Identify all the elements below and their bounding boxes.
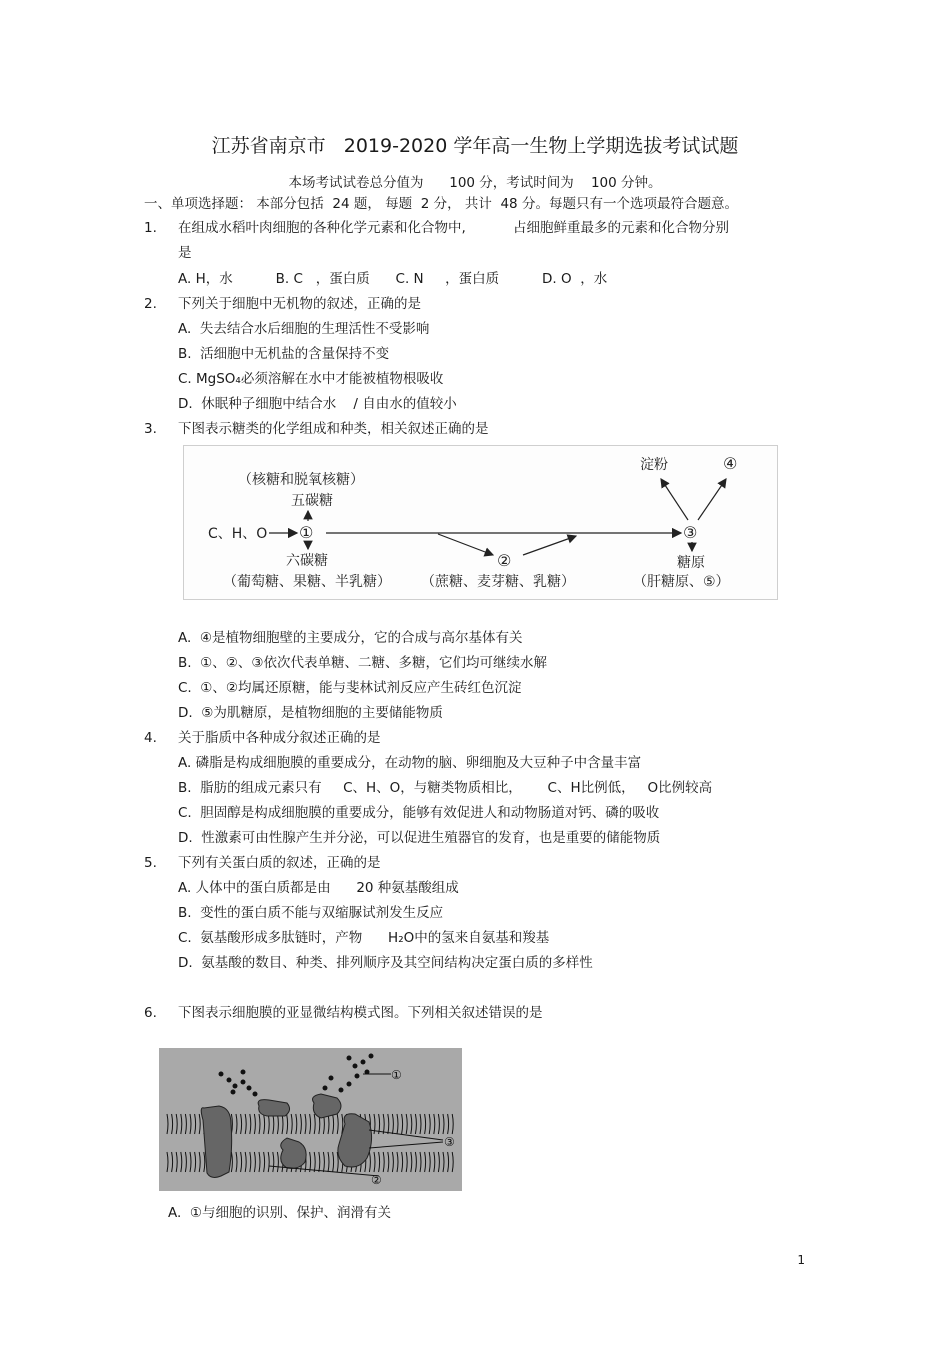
q4-number: 4. [144,730,157,746]
q4-option-d: D. 性激素可由性腺产生并分泌，可以促进生殖器官的发育，也是重要的储能物质 [178,830,661,846]
diagram-node-4: ④ [723,454,738,473]
diagram-glycogen: 糖原 [677,555,705,571]
membrane-label-3: ③ [444,1135,455,1149]
q6-stem: 下图表示细胞膜的亚显微结构模式图。下列相关叙述错误的是 [178,1005,543,1021]
q4-stem: 关于脂质中各种成分叙述正确的是 [178,730,381,746]
q3-stem: 下图表示糖类的化学组成和种类，相关叙述正确的是 [178,421,489,437]
page-number: 1 [797,1253,805,1267]
diagram-starch: 淀粉 [640,457,668,473]
q6-number: 6. [144,1005,157,1021]
diagram-node-1: ① [299,523,314,542]
diagram-glycogen-sub: （肝糖原、⑤） [633,574,730,590]
q4-option-c: C. 胆固醇是构成细胞膜的重要成分，能够有效促进人和动物肠道对钙、磷的吸收 [178,805,660,821]
q2-option-d: D. 休眠种子细胞中结合水 / 自由水的值较小 [178,396,457,412]
membrane-label-2: ② [371,1173,382,1187]
membrane-label-1: ① [391,1068,402,1082]
q1-stem: 在组成水稻叶肉细胞的各种化学元素和化合物中, 占细胞鲜重最多的元素和化合物分别 [178,220,729,236]
page-title: 江苏省南京市 2019-2020 学年高一生物上学期选拔考试试题 [211,135,739,157]
diagram-hexose: 六碳糖 [286,553,328,569]
q5-number: 5. [144,855,157,871]
diagram-hexose-sub: （葡萄糖、果糖、半乳糖） [223,574,391,590]
diagram-pentose-sub: （核糖和脱氧核糖） [238,472,364,488]
carbohydrate-diagram [183,445,778,600]
q2-option-b: B. 活细胞中无机盐的含量保持不变 [178,346,390,362]
q2-option-a: A. 失去结合水后细胞的生理活性不受影响 [178,321,430,337]
q5-option-d: D. 氨基酸的数目、种类、排列顺序及其空间结构决定蛋白质的多样性 [178,955,593,971]
diagram-disaccharide-sub: （蔗糖、麦芽糖、乳糖） [421,574,575,590]
q5-option-b: B. 变性的蛋白质不能与双缩脲试剂发生反应 [178,905,444,921]
q1-number: 1. [144,220,157,236]
q1-options: A. H，水 B. C ，蛋白质 C. N ，蛋白质 D. O ，水 [178,271,608,287]
q2-number: 2. [144,296,157,312]
q5-option-c: C. 氨基酸形成多肽链时，产物 H₂O中的氢来自氨基和羧基 [178,930,550,946]
diagram-pentose: 五碳糖 [291,493,333,509]
q3-option-d: D. ⑤为肌糖原，是植物细胞的主要储能物质 [178,705,443,721]
diagram-node-2: ② [497,551,512,570]
q4-option-a: A. 磷脂是构成细胞膜的重要成分，在动物的脑、卵细胞及大豆种子中含量丰富 [178,755,642,771]
q3-option-b: B. ①、②、③依次代表单糖、二糖、多糖，它们均可继续水解 [178,655,547,671]
q2-option-c: C. MgSO₄必须溶解在水中才能被植物根吸收 [178,371,444,387]
exam-info: 本场考试试卷总分值为 100 分，考试时间为 100 分钟。 [288,175,662,191]
q6-option-a: A. ①与细胞的识别、保护、润滑有关 [168,1205,391,1221]
q5-option-a: A. 人体中的蛋白质都是由 20 种氨基酸组成 [178,880,459,896]
q5-stem: 下列有关蛋白质的叙述，正确的是 [178,855,381,871]
q2-stem: 下列关于细胞中无机物的叙述，正确的是 [178,296,421,312]
section-heading: 一、单项选择题： 本部分包括 24 题， 每题 2 分， 共计 48 分。每题只有一个选项最符合题意。 [144,196,738,212]
q3-number: 3. [144,421,157,437]
cell-membrane-diagram [159,1048,462,1191]
diagram-node-3: ③ [683,523,698,542]
glycoprotein [313,1094,341,1118]
diagram-elements: C、H、O [208,526,268,542]
q4-option-b: B. 脂肪的组成元素只有 C、H、O，与糖类物质相比， C、H比例低， O比例较高 [178,780,713,796]
q3-option-c: C. ①、②均属还原糖，能与斐林试剂反应产生砖红色沉淀 [178,680,522,696]
q1-stem-cont: 是 [178,245,192,261]
q3-option-a: A. ④是植物细胞壁的主要成分，它的合成与高尔基体有关 [178,630,523,646]
